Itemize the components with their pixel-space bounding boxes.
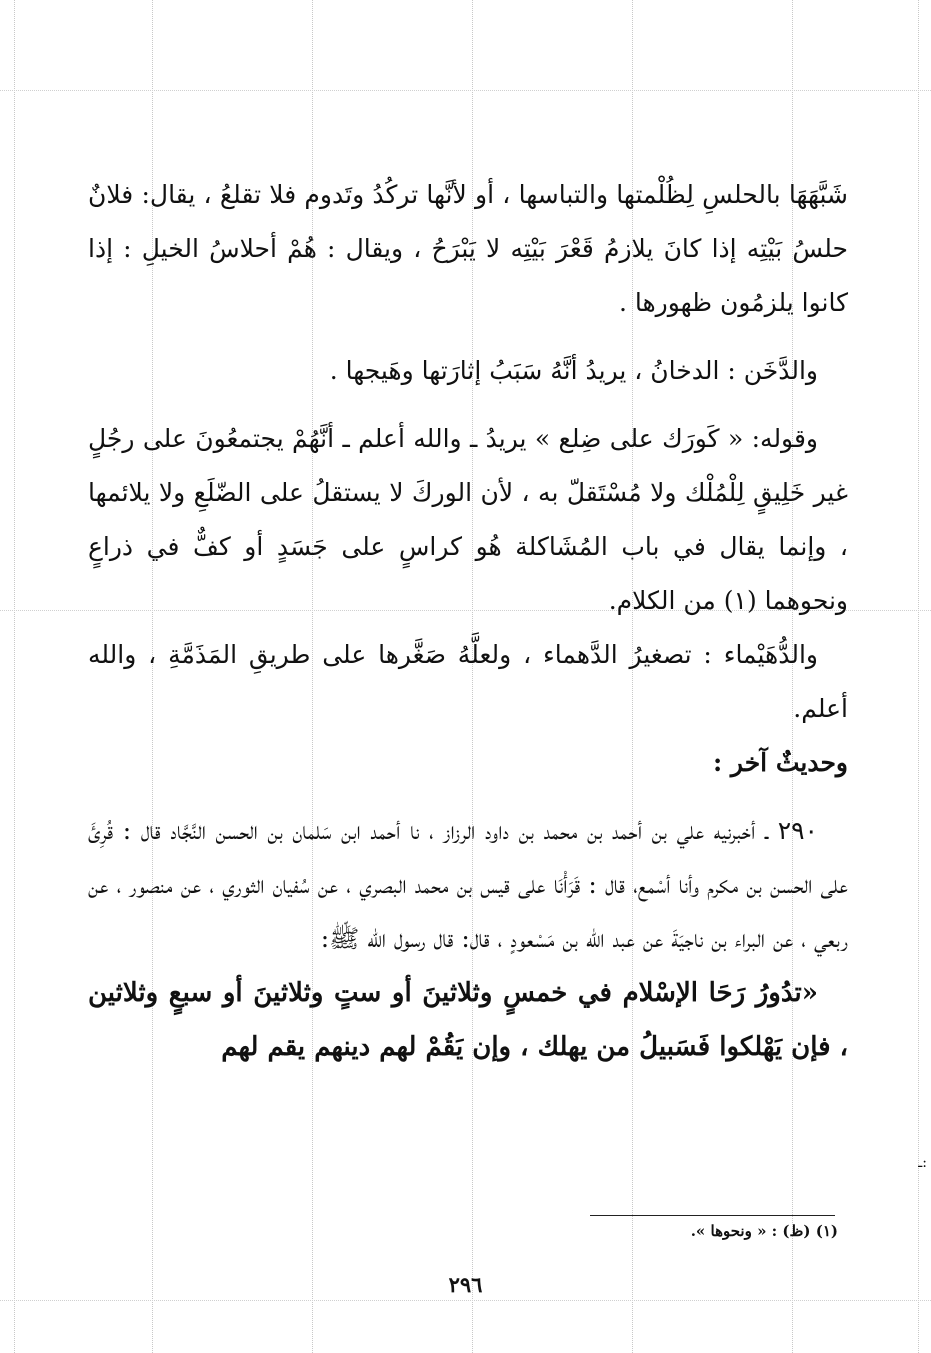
section-heading: وحديثٌ آخر : (713, 748, 848, 777)
edge-mark: ـ: (918, 1155, 927, 1171)
footnote: (١) (ظ) : « ونحوها ». (690, 1222, 838, 1240)
paragraph-dakhan: والدَّخَن : الدخانُ ، يريدُ أنَّهُ سَبَبُ إثارَتها وهَيجها . (329, 356, 818, 385)
paragraph-isnad: ٢٩٠ ـ أخبرنيه علي بن أحمد بن محمد بن داود الرزاز ، نا أحمد ابن سَلمان بن الحسن النَّجَّاد قال : قُرِئَ على الحسن بن مكرم وأنا أسْمع، قال : قَرَأْنَا على قيس بن محمد البصري ، عن سُفيان الثوري ، عن منصور ، عن ربعي ، عن البراء بن ناجيَةَ عن عبد الله بن مَسْعودٍ ، قال: قال رسول الله ﷺ: (88, 816, 848, 953)
paragraph-duhaima: والدُّهَيْماء : تصغيرُ الدَّهماء ، ولعلَّهُ صَغَّرها على طريقِ المَذَمَّةِ ، والله أعلم. (88, 640, 848, 723)
scan-guide-line (0, 1300, 931, 1301)
paragraph-warak: وقوله: « كَورَك على ضِلع » يريدُ ـ والله أعلم ـ أنَّهُمْ يجتمعُونَ على رجُلٍ غير خَلِيقٍ لِلْمُلْك ولا مُسْتَقلّ به ، لأن الوركَ لا يستقلُ على الضّلَعِ ولا يلائمها ، وإنما يقال في باب المُشَاكلة هُو كراسٍ على جَسَدٍ أو كفٌّ في ذراعٍ ونحوهما (١) من الكلام. (88, 424, 848, 615)
page-number: ٢٩٦ (448, 1272, 483, 1297)
scan-guide-line (14, 0, 15, 1353)
scan-guide-line (0, 90, 931, 91)
scan-guide-line (918, 0, 919, 1353)
page-body (88, 168, 848, 1074)
paragraph-hils: شَبَّهَهَا بالحلسِ لِظُلْمتها والتباسها ، أو لأنَّها تركُدُ وتَدوم فلا تقلعُ ، يقال: فلانٌ حلسُ بَيْتِه إذا كانَ يلازمُ قَعْرَ بَيْتِه لا يَبْرَحُ ، ويقال : هُمْ أحلاسُ الخيلِ : إذا كانوا يلزمُون ظهورها . (88, 180, 848, 317)
paragraph-hadith: «تدُورُ رَحَا الإسْلام في خمسٍ وثلاثينَ أو ستٍ وثلاثينَ أو سبعٍ وثلاثين ، فإن يَهْلكوا فَسَبيلُ من يهلك ، وإن يَقُمْ لهم دينهم يقم لهم (88, 978, 848, 1062)
footnote-divider (590, 1215, 835, 1216)
